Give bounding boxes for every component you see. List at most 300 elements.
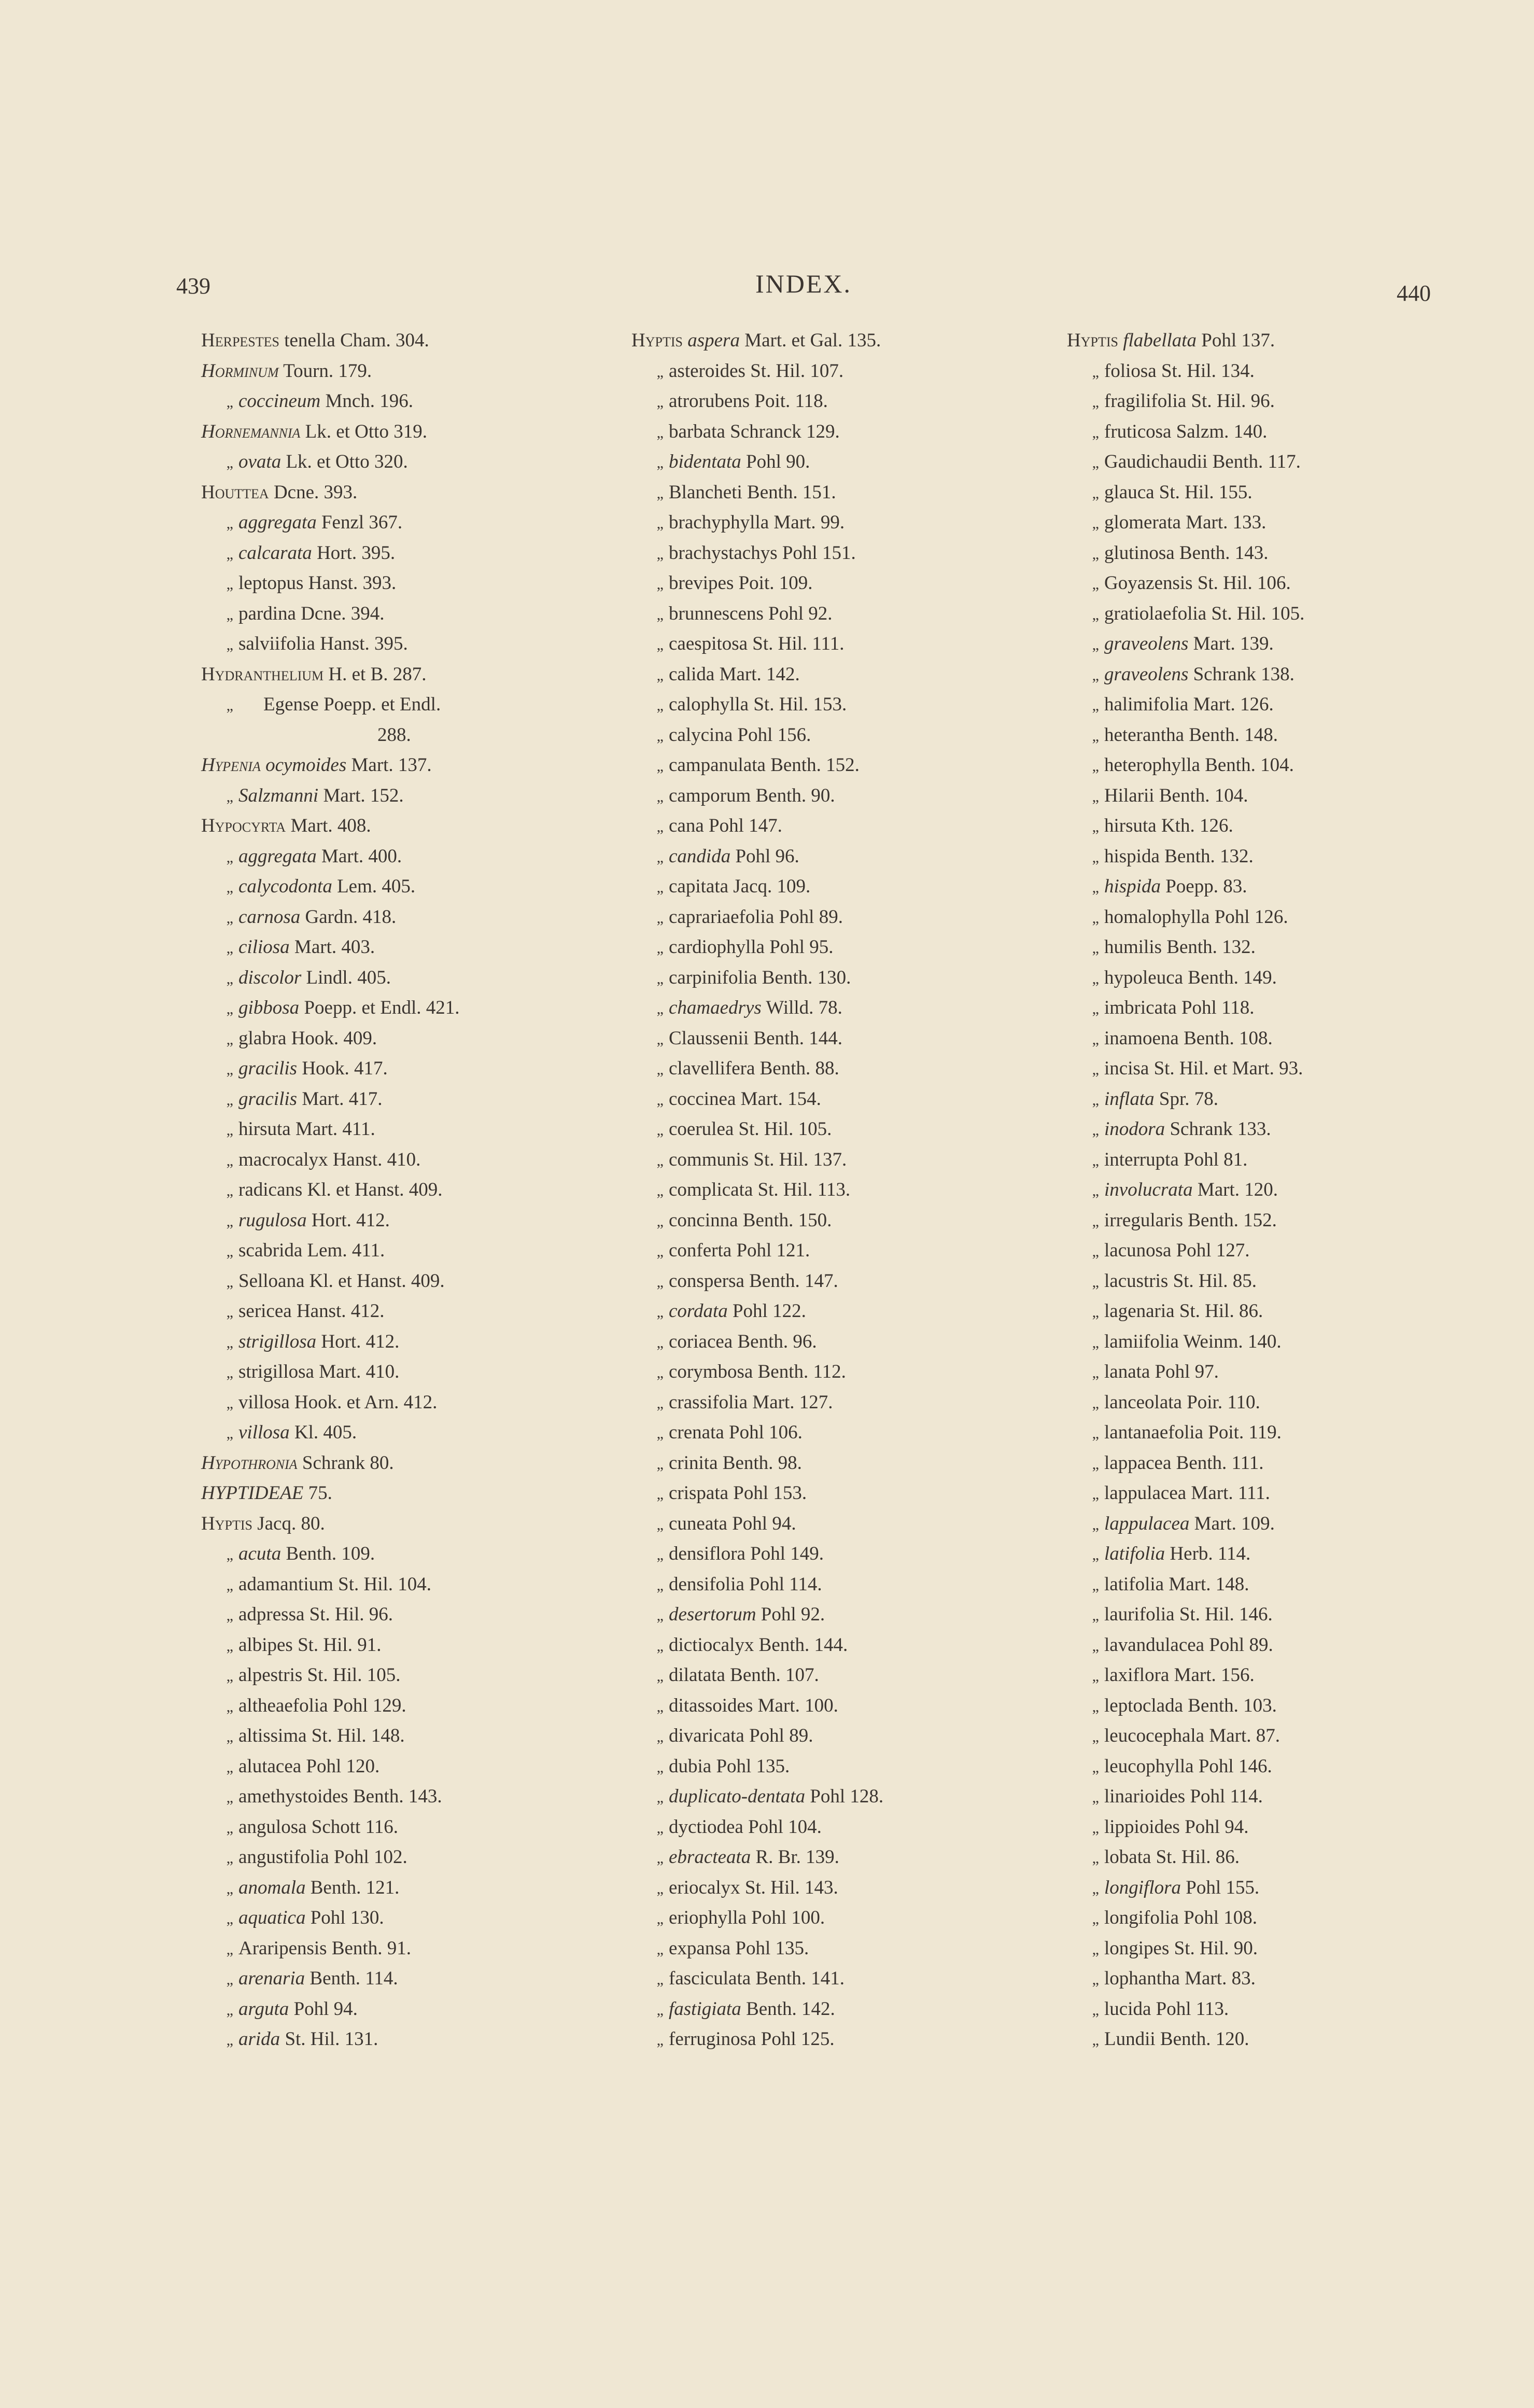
authority: Benth. 98. (722, 1452, 802, 1474)
ditto-mark: „ (1092, 1728, 1099, 1745)
index-entry (631, 1054, 1046, 1084)
authority: Fenzl 367. (321, 512, 403, 533)
species-name: salviifolia (238, 633, 315, 654)
species-name: laxiflora (1104, 1664, 1170, 1686)
ditto-mark: „ (226, 1940, 233, 1958)
species-name: scabrida (238, 1240, 303, 1261)
species-name: barbata (669, 421, 725, 442)
index-entry (631, 1691, 1046, 1721)
authority: Pohl 92. (768, 603, 833, 624)
species-name: caprariaefolia (669, 906, 775, 928)
species-name: Goyazensis (1104, 572, 1193, 594)
authority: Cham. 304. (340, 330, 429, 351)
species-name: calycodonta (238, 876, 332, 897)
ditto-mark: „ (1092, 1789, 1099, 1806)
index-entry (631, 1812, 1046, 1843)
authority: Mart. et Gal. 135. (744, 330, 881, 351)
page-header (171, 264, 1436, 306)
ditto-mark: „ (656, 1394, 664, 1412)
ditto-mark: „ (656, 1486, 664, 1503)
ditto-mark: „ (1092, 636, 1099, 653)
authority: St. Hil. 91. (298, 1634, 382, 1656)
ditto-mark: „ (656, 394, 664, 411)
species-name: lavandulacea (1104, 1634, 1205, 1656)
authority: Pohl 147. (709, 815, 782, 836)
species-name: hirsuta (1104, 815, 1157, 836)
ditto-mark: „ (1092, 1455, 1099, 1473)
index-entry (201, 1357, 616, 1388)
authority: Mart. 100. (757, 1695, 838, 1716)
species-name: inamoena (1104, 1027, 1179, 1049)
index-entry (201, 1570, 616, 1600)
authority: St. Hil. 137. (753, 1149, 847, 1170)
authority: Mart. 109. (1194, 1513, 1275, 1534)
ditto-mark: „ (1092, 1243, 1099, 1260)
authority: Mart. 87. (1209, 1725, 1280, 1746)
index-entry (631, 1266, 1046, 1297)
index-entry (1067, 447, 1451, 478)
index-entry (201, 1145, 616, 1175)
index-entry (201, 538, 616, 569)
ditto-mark: „ (226, 1607, 233, 1624)
index-entry (631, 386, 1046, 417)
ditto-mark: „ (656, 1030, 664, 1048)
authority: Pohl 118. (1181, 997, 1255, 1018)
index-entry (201, 1266, 616, 1297)
authority: St. Hil. 96. (1191, 390, 1275, 412)
ditto-mark: „ (656, 545, 664, 563)
species-name: campanulata (669, 754, 766, 776)
authority: Pohl 89. (1209, 1634, 1273, 1656)
authority: Mart. 403. (294, 936, 375, 958)
index-column-3 (1067, 326, 1451, 2055)
authority: Schranck 129. (730, 421, 840, 442)
index-entry (1067, 1691, 1451, 1721)
species-name: linarioides (1104, 1786, 1186, 1807)
ditto-mark: „ (226, 606, 233, 623)
authority: Poepp. 83. (1165, 876, 1247, 897)
authority: Pohl 90. (746, 451, 810, 472)
authority: Benth. 143. (1179, 542, 1269, 564)
ditto-mark: „ (1092, 1061, 1099, 1078)
species-name: lappacea (1104, 1452, 1172, 1474)
ditto-mark: „ (1092, 1000, 1099, 1017)
ditto-mark: „ (226, 1880, 233, 1897)
ditto-mark: „ (1092, 1273, 1099, 1291)
species-name: expansa (669, 1937, 731, 1959)
authority: Schrank 138. (1193, 663, 1294, 685)
species-name: acuta (238, 1543, 282, 1564)
authority: Benth. 132. (1166, 936, 1256, 958)
species-name: lagenaria (1104, 1300, 1175, 1322)
index-entry (631, 1721, 1046, 1752)
species-name: cordata (669, 1300, 728, 1322)
authority: Benth. 104. (1205, 754, 1294, 776)
index-entry (201, 1964, 616, 1994)
index-entry (1067, 386, 1451, 417)
authority: Mart. 120. (1197, 1179, 1278, 1200)
authority: Benth. 141. (755, 1968, 845, 1989)
species-name: involucrata (1104, 1179, 1193, 1200)
species-name: imbricata (1104, 997, 1177, 1018)
ditto-mark: „ (1092, 454, 1099, 471)
ditto-mark: „ (656, 1273, 664, 1291)
authority: Pohl 153. (733, 1482, 807, 1504)
authority: Mart. 410. (319, 1361, 400, 1382)
ditto-mark: „ (656, 2032, 664, 2049)
index-entry (201, 1782, 616, 1812)
authority: St. Hil. 148. (311, 1725, 405, 1746)
index-entry (631, 781, 1046, 811)
ditto-mark: „ (656, 909, 664, 927)
authority: St. Hil. 105. (1211, 603, 1305, 624)
authority: Lem. 411. (307, 1240, 385, 1261)
ditto-mark: „ (656, 515, 664, 532)
species-name: altheaefolia (238, 1695, 328, 1716)
ditto-mark: „ (1092, 940, 1099, 957)
ditto-mark: „ (656, 1425, 664, 1442)
right-page-number: 440 (1397, 281, 1431, 306)
species-name: Araripensis (238, 1937, 327, 1959)
species-name: brachyphylla (669, 512, 769, 533)
index-entry (631, 1630, 1046, 1661)
genus-name: Houttea (201, 481, 269, 503)
authority: Jacq. 109. (733, 876, 811, 897)
species-name: gracilis (238, 1088, 298, 1110)
species-name: arida (238, 2028, 280, 2050)
index-entry (201, 568, 616, 599)
ditto-mark: „ (1092, 1576, 1099, 1594)
ditto-mark: „ (226, 1576, 233, 1594)
ditto-mark: „ (1092, 1758, 1099, 1776)
species-name: discolor (238, 967, 302, 988)
authority: Pohl 100. (751, 1907, 825, 1928)
authority: Hanst. 395. (320, 633, 408, 654)
species-name: lappulacea (1104, 1513, 1190, 1534)
ditto-mark: „ (226, 1061, 233, 1078)
species-name: gratiolaefolia (1104, 603, 1207, 624)
species-name: lophantha (1104, 1968, 1180, 1989)
index-entry (201, 1175, 616, 1206)
authority: Pohl 94. (293, 1998, 358, 2020)
authority: St. Hil. et Mart. 93. (1153, 1058, 1303, 1079)
index-entry (1067, 599, 1451, 629)
index-entry (1067, 1054, 1451, 1084)
index-entry (1067, 1266, 1451, 1297)
index-entry (631, 842, 1046, 872)
ditto-mark: „ (656, 940, 664, 957)
index-entry (201, 1903, 616, 1934)
index-entry (201, 1448, 616, 1479)
index-entry (201, 1691, 616, 1721)
ditto-mark: „ (1092, 1850, 1099, 1867)
index-entry (631, 1842, 1046, 1873)
species-name: carpinifolia (669, 967, 757, 988)
ditto-mark: „ (656, 848, 664, 866)
species-name: densiflora (669, 1543, 745, 1564)
index-entry (631, 1509, 1046, 1539)
authority: Salzm. 140. (1176, 421, 1268, 442)
species-name: sericea (238, 1300, 292, 1322)
species-name: chamaedrys (669, 997, 762, 1018)
index-entry (1067, 1934, 1451, 1964)
index-entry (631, 1418, 1046, 1448)
index-entry (1067, 478, 1451, 508)
index-entry (631, 811, 1046, 842)
ditto-mark: „ (656, 1789, 664, 1806)
species-name: candida (669, 845, 731, 867)
ditto-mark: „ (1092, 545, 1099, 563)
ditto-mark: „ (656, 1728, 664, 1745)
authority: Mart. 83. (1185, 1968, 1256, 1989)
species-name: calida (669, 663, 715, 685)
ditto-mark: „ (1092, 576, 1099, 593)
authority: Pohl 106. (729, 1422, 803, 1443)
index-entry (201, 1114, 616, 1145)
index-entry (631, 1873, 1046, 1903)
ditto-mark: „ (1092, 1364, 1099, 1381)
species-name: dyctiodea (669, 1816, 743, 1838)
species-name: gibbosa (238, 997, 300, 1018)
index-entry (1067, 1418, 1451, 1448)
authority: Benth. 147. (749, 1270, 838, 1292)
index-entry (1067, 356, 1451, 387)
authority: Pohl 92. (761, 1604, 825, 1625)
ditto-mark: „ (226, 1668, 233, 1685)
index-entry (1067, 902, 1451, 933)
ditto-mark: „ (1092, 363, 1099, 381)
index-entry (631, 1570, 1046, 1600)
authority: Benth. 144. (753, 1027, 843, 1049)
species-name: hirsuta (238, 1118, 291, 1140)
authority: H. et B. 287. (328, 663, 427, 685)
ditto-mark: „ (226, 1728, 233, 1745)
species-name: ditassoides (669, 1695, 753, 1716)
species-name: Lundii (1104, 2028, 1156, 2050)
ditto-mark: „ (656, 1516, 664, 1533)
authority: 75. (308, 1482, 332, 1504)
authority: Pohl 108. (1184, 1907, 1257, 1928)
ditto-mark: „ (226, 1334, 233, 1351)
index-entry (631, 417, 1046, 447)
index-entry (201, 356, 616, 387)
index-entry (1067, 1478, 1451, 1509)
authority: Benth. 108. (1184, 1027, 1273, 1049)
index-entry (201, 1084, 616, 1115)
index-entry (631, 720, 1046, 751)
authority: St. Hil. 105. (307, 1664, 401, 1686)
authority: Benth. 152. (770, 754, 860, 776)
species-name: alpestris (238, 1664, 303, 1686)
index-column-1 (201, 326, 616, 2055)
species-name: homalophylla (1104, 906, 1210, 928)
index-entry (201, 1812, 616, 1843)
authority: Hort. 412. (321, 1331, 400, 1352)
authority: Tourn. 179. (283, 360, 372, 382)
index-entry (631, 538, 1046, 569)
authority: Spr. 78. (1159, 1088, 1218, 1110)
genus-name: Herpestes (201, 330, 279, 351)
species-name: crinita (669, 1452, 718, 1474)
species-name: dubia (669, 1755, 712, 1777)
ditto-mark: „ (656, 1152, 664, 1169)
index-column-2 (631, 326, 1046, 2055)
species-name: coccineum (238, 390, 321, 412)
ditto-mark: „ (1092, 515, 1099, 532)
species-name: altissima (238, 1725, 307, 1746)
ditto-mark: „ (1092, 424, 1099, 441)
species-name: alutacea (238, 1755, 302, 1777)
ditto-mark: „ (656, 424, 664, 441)
ditto-mark: „ (1092, 1516, 1099, 1533)
index-entry (1067, 720, 1451, 751)
species-name: foliosa (1104, 360, 1157, 382)
ditto-mark: „ (1092, 1425, 1099, 1442)
authority: Kl. et Hanst. 409. (307, 1179, 443, 1200)
ditto-mark: „ (656, 1880, 664, 1897)
authority: Pohl 135. (716, 1755, 790, 1777)
ditto-mark: „ (226, 1819, 233, 1837)
authority: Pohl 126. (1214, 906, 1288, 928)
ditto-mark: „ (1092, 1546, 1099, 1563)
authority: Pohl 130. (310, 1907, 384, 1928)
authority: Benth. 112. (757, 1361, 846, 1382)
index-entry (631, 1327, 1046, 1357)
authority: Dcne. 394. (301, 603, 385, 624)
authority: Mart. 133. (1186, 512, 1266, 533)
index-entry (631, 1296, 1046, 1327)
index-entry (1067, 629, 1451, 660)
index-entry (631, 568, 1046, 599)
authority: Mart. 127. (752, 1391, 833, 1413)
authority: Mart. 152. (323, 785, 404, 806)
authority: Herb. 114. (1170, 1543, 1251, 1564)
species-name: brachystachys (669, 542, 778, 564)
authority: Pohl 135. (735, 1937, 809, 1959)
ditto-mark: „ (656, 1576, 664, 1594)
species-name: Gaudichaudii (1104, 451, 1208, 472)
species-name: coerulea (669, 1118, 734, 1140)
species-name: lacunosa (1104, 1240, 1172, 1261)
authority: Kth. 126. (1161, 815, 1233, 836)
authority: R. Br. 139. (755, 1846, 839, 1868)
index-entry (631, 1600, 1046, 1630)
index-entry (201, 660, 616, 690)
species-name: brevipes (669, 572, 734, 594)
authority: Dcne. 393. (273, 481, 358, 503)
ditto-mark: „ (1092, 1910, 1099, 1927)
authority-continued: 288. (377, 724, 411, 746)
ditto-mark: „ (1092, 1091, 1099, 1109)
species-name: arguta (238, 1998, 289, 2020)
authority: Pohl 129. (332, 1695, 406, 1716)
index-entry (201, 1024, 616, 1054)
authority: Poepp. et Endl. 421. (304, 997, 460, 1018)
species-name: aggregata (238, 512, 317, 533)
species-name: corymbosa (669, 1361, 753, 1382)
authority: Hort. 395. (317, 542, 396, 564)
ditto-mark: „ (656, 1940, 664, 1958)
index-entry (201, 1630, 616, 1661)
authority: St. Hil. 131. (285, 2028, 378, 2050)
index-entry (201, 750, 616, 781)
index-entry (1067, 1873, 1451, 1903)
ditto-mark: „ (1092, 727, 1099, 745)
species-name: fruticosa (1104, 421, 1172, 442)
index-entry (1067, 1539, 1451, 1570)
species-name: clavellifera (669, 1058, 755, 1079)
ditto-mark: „ (656, 454, 664, 471)
index-entry (201, 842, 616, 872)
index-entry (201, 629, 616, 660)
species-name: Egense (263, 694, 319, 715)
authority: Willd. 78. (766, 997, 842, 1018)
authority: Benth. 130. (762, 967, 851, 988)
authority: St. Hil. 153. (753, 694, 847, 715)
species-name: cardiophylla (669, 936, 765, 958)
index-entry (1067, 1327, 1451, 1357)
index-entry (201, 1418, 616, 1448)
species-name: glauca (1104, 481, 1155, 503)
species-name: irregularis (1104, 1209, 1184, 1231)
index-entry (631, 1934, 1046, 1964)
ditto-mark: „ (1092, 970, 1099, 987)
ditto-mark: „ (226, 1364, 233, 1381)
species-name: longifolia (1104, 1907, 1179, 1928)
authority: Pohl 114. (1190, 1786, 1263, 1807)
index-entry (201, 508, 616, 538)
ditto-mark: „ (656, 818, 664, 835)
authority: Pohl 155. (1186, 1877, 1260, 1898)
index-entry (201, 1752, 616, 1782)
species-name: Claussenii (669, 1027, 749, 1049)
index-entry (1067, 1812, 1451, 1843)
index-entry (201, 902, 616, 933)
ditto-mark: „ (226, 940, 233, 957)
index-entry (1067, 1114, 1451, 1145)
species-name: bidentata (669, 451, 741, 472)
species-name: laurifolia (1104, 1604, 1175, 1625)
authority: Benth. 142. (746, 1998, 835, 2020)
ditto-mark: „ (226, 1637, 233, 1655)
index-entry (631, 629, 1046, 660)
authority: Pohl 125. (761, 2028, 835, 2050)
ditto-mark: „ (1092, 2032, 1099, 2049)
species-name: cana (669, 815, 704, 836)
index-entry (201, 963, 616, 993)
species-name: asteroides (669, 360, 745, 382)
genus-name: Hydranthelium (201, 663, 324, 685)
ditto-mark: „ (656, 666, 664, 684)
authority: Pohl 94. (732, 1513, 796, 1534)
ditto-mark: „ (226, 1971, 233, 1988)
authority: Benth. 144. (758, 1634, 848, 1656)
authority: Benth. 150. (742, 1209, 832, 1231)
ditto-mark: „ (226, 636, 233, 653)
ditto-mark: „ (656, 484, 664, 502)
index-entry (201, 993, 616, 1024)
authority: Mart. 137. (351, 754, 432, 776)
authority: Pohl 149. (750, 1543, 824, 1564)
ditto-mark: „ (656, 1637, 664, 1655)
authority: Pohl 95. (769, 936, 834, 958)
ditto-mark: „ (226, 697, 233, 714)
index-entry (201, 1600, 616, 1630)
index-entry (1067, 993, 1451, 1024)
authority: Mart. 156. (1174, 1664, 1255, 1686)
index-entry (631, 1114, 1046, 1145)
ditto-mark: „ (1092, 484, 1099, 502)
